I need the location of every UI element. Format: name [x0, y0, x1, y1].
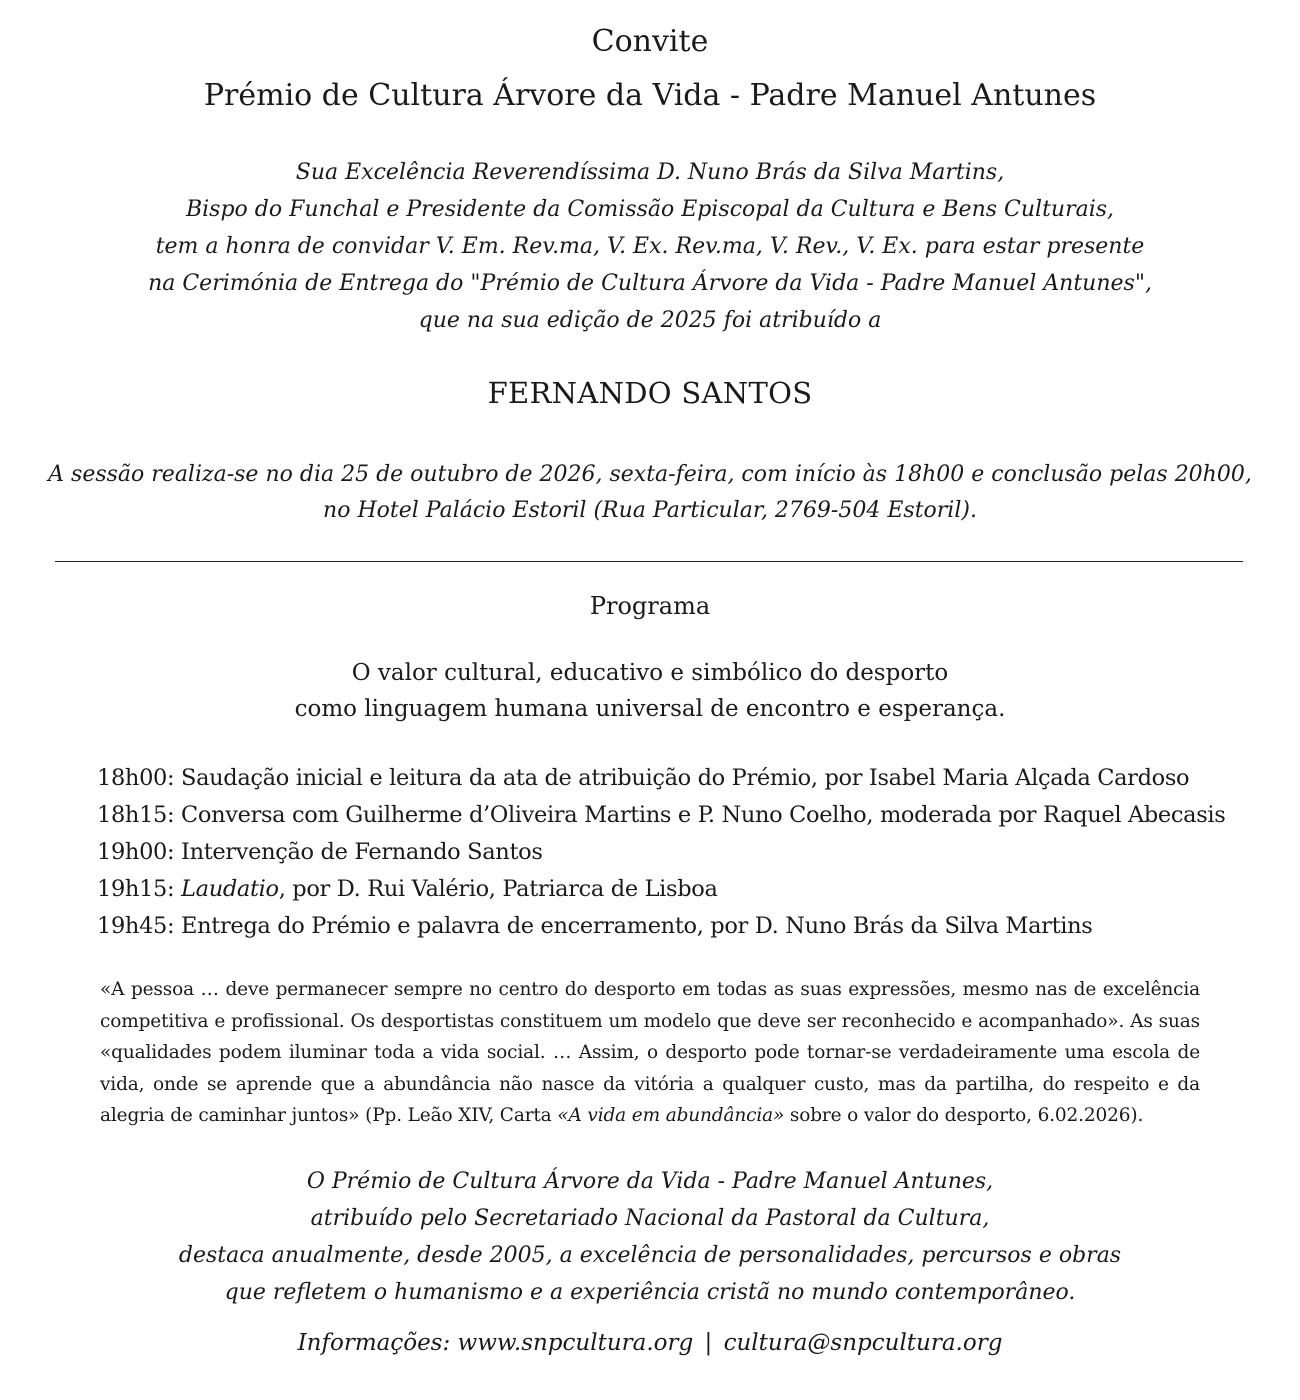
session-line: A sessão realiza-se no dia 25 de outubro de 2026, sexta-feira, com início às 18h00 e conclusão pelas 20h00, — [48, 462, 1252, 487]
description-line: destaca anualmente, desde 2005, a excelência de personalidades, percursos e obras — [178, 1243, 1122, 1268]
schedule-time: 18h00: — [97, 765, 175, 791]
schedule-description: Conversa com Guilherme d’Oliveira Martins e P. Nuno Coelho, moderada por Raquel Abecasis — [174, 802, 1226, 828]
session-details — [0, 457, 1300, 529]
invitation-line: na Cerimónia de Entrega do "Prémio de Cultura Árvore da Vida - Padre Manuel Antunes", — [148, 271, 1152, 296]
description-line: que refletem o humanismo e a experiência cristã no mundo contemporâneo. — [224, 1280, 1076, 1305]
quote-letter-title: «A vida em abundância» — [557, 1105, 785, 1126]
programa-heading: Programa — [589, 592, 711, 620]
invitation-line: Bispo do Funchal e Presidente da Comissão Episcopal da Cultura e Bens Culturais, — [185, 197, 1115, 222]
quote-text: «A pessoa … deve permanecer sempre no centro do desporto em todas as suas expressões, mesmo nas de excelência competitiva e profissional. Os desportistas constituem um modelo que deve ser reconhecido e acompanhado». As suas «qualidades podem iluminar toda a vida social. … Assim, o desporto pode tornar-se verdadeiramente uma escola de vida, onde se aprende que a abundância não nasce da vitória a qualquer custo, mas da partilha, do respeito e da alegria de caminhar juntos» (Pp. Leão XIV, Carta — [100, 979, 1200, 1126]
schedule-item — [97, 834, 1247, 871]
schedule-time: 19h45: — [97, 913, 175, 939]
invitation-line: Sua Excelência Reverendíssima D. Nuno Brás da Silva Martins, — [295, 160, 1005, 185]
schedule-description: Intervenção de Fernando Santos — [174, 839, 543, 865]
description-line: atribuído pelo Secretariado Nacional da Pastoral da Cultura, — [310, 1206, 990, 1231]
schedule-item — [97, 908, 1247, 945]
schedule-item — [97, 797, 1247, 834]
email-link[interactable]: cultura@snpcultura.org — [723, 1330, 1003, 1356]
description-line: O Prémio de Cultura Árvore da Vida - Padre Manuel Antunes, — [306, 1169, 994, 1194]
papal-quote — [100, 974, 1200, 1132]
schedule-emphasis: Laudatio — [181, 876, 279, 902]
theme-line: O valor cultural, educativo e simbólico do desporto — [351, 660, 949, 686]
contact-info — [0, 1330, 1300, 1356]
schedule-description: , por D. Rui Valério, Patriarca de Lisboa — [278, 876, 718, 902]
quote-citation: sobre o valor do desporto, 6.02.2026). — [784, 1105, 1144, 1126]
invitation-text — [0, 154, 1300, 339]
schedule-list — [97, 760, 1247, 945]
schedule-description: Entrega do Prémio e palavra de encerramento, por D. Nuno Brás da Silva Martins — [174, 913, 1093, 939]
section-divider — [55, 561, 1243, 562]
invitation-line: que na sua edição de 2025 foi atribuído a — [418, 308, 882, 333]
schedule-item — [97, 760, 1247, 797]
awardee-name: FERNANDO SANTOS — [487, 376, 813, 410]
session-line: no Hotel Palácio Estoril (Rua Particular, 2769-504 Estoril). — [323, 498, 977, 523]
programa-theme — [0, 655, 1300, 727]
contact-separator: | — [704, 1330, 713, 1356]
award-title: Prémio de Cultura Árvore da Vida - Padre Manuel Antunes — [203, 78, 1097, 113]
schedule-time: 18h15: — [97, 802, 175, 828]
page-title: Convite — [591, 24, 709, 59]
theme-line: como linguagem humana universal de encontro e esperança. — [294, 696, 1006, 722]
schedule-time: 19h00: — [97, 839, 175, 865]
invitation-line: tem a honra de convidar V. Em. Rev.ma, V. Ex. Rev.ma, V. Rev., V. Ex. para estar presente — [155, 234, 1145, 259]
website-link[interactable]: www.snpcultura.org — [457, 1330, 694, 1356]
contact-label: Informações: — [297, 1330, 451, 1356]
schedule-item — [97, 871, 1247, 908]
award-description — [0, 1163, 1300, 1311]
schedule-time: 19h15: — [97, 876, 175, 902]
schedule-description: Saudação inicial e leitura da ata de atribuição do Prémio, por Isabel Maria Alçada Cardoso — [174, 765, 1190, 791]
